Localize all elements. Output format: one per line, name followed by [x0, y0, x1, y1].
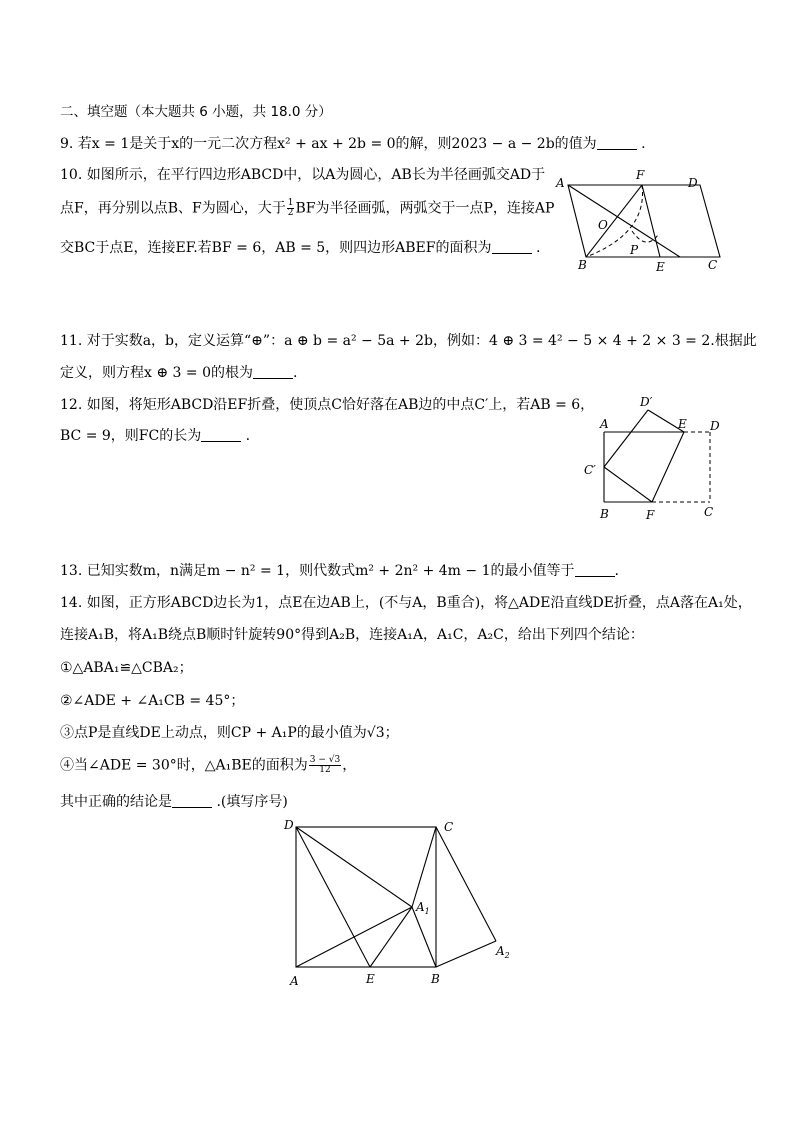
section-heading: 二、填空题（本大题共 6 小题，共 18.0 分）	[60, 104, 332, 120]
line-ca2	[436, 827, 496, 941]
q11-line-2-text: 定义，则方程x ⊕ 3 = 0的根为	[60, 365, 253, 381]
label-a1	[415, 900, 430, 916]
parallelogram-abcd	[568, 185, 720, 257]
q11-line-2	[60, 364, 297, 382]
q14-ask	[60, 793, 288, 811]
q11-end: .	[292, 365, 298, 381]
q14-c4-post: ，	[342, 757, 357, 774]
label-b: B	[600, 507, 609, 521]
fraction-denominator: 12	[319, 765, 331, 775]
label-d-prime: D′	[640, 395, 653, 409]
question-9	[60, 135, 646, 153]
q12-line-2-text: BC = 9，则FC的长为	[60, 428, 202, 444]
answer-blank[interactable]	[201, 427, 241, 442]
label-a2-letter: A	[496, 944, 505, 958]
q14-conclusion-3: ③点P是直线DE上动点，则CP + A₁P的最小值为√3；	[60, 725, 399, 741]
q10-line-1: 10. 如图所示，在平行四边形ABCD中，以A为圆心，AB长为半径画弧交AD于	[60, 167, 546, 183]
q9-end: .	[636, 136, 646, 152]
q13-end: .	[614, 563, 619, 579]
label-a2-subscript: 2	[504, 951, 510, 960]
label-c: C	[444, 820, 454, 834]
line-ba2	[436, 941, 496, 967]
q10-end: .	[531, 240, 541, 256]
label-p: P	[630, 243, 639, 257]
answer-blank[interactable]	[172, 793, 212, 808]
label-a1-subscript: 1	[424, 907, 430, 916]
question-13	[60, 562, 619, 580]
label-f: F	[636, 168, 645, 182]
q10-line-2-post: BF为半径画弧，两弧交于一点P，连接AP	[295, 200, 555, 217]
line-a1c	[412, 827, 436, 907]
q13-text: 13. 已知实数m，n满足m − n² = 1，则代数式m² + 2n² + 4m − 1的最小值等于	[60, 563, 575, 579]
q10-line-2-pre: 点F，再分别以点B、F为圆心，大于	[60, 200, 286, 217]
q10-line-3	[60, 239, 540, 257]
q10-figure	[550, 165, 730, 275]
label-a: A	[556, 176, 565, 190]
label-f: F	[646, 508, 655, 522]
fraction-denominator: 2	[287, 208, 294, 218]
label-o: O	[598, 218, 608, 232]
label-a: A	[600, 417, 609, 431]
q14-conclusion-4	[60, 756, 356, 775]
q9-text: 9. 若x = 1是关于x的一元二次方程x² + ax + 2b = 0的解，则2023 − a − 2b的值为	[60, 136, 597, 152]
label-b: B	[578, 258, 587, 272]
fraction-area	[309, 756, 341, 775]
answer-blank[interactable]	[492, 239, 532, 254]
q10-line-3-text: 交BC于点E，连接EF.若BF = 6，AB = 5，则四边形ABEF的面积为	[60, 240, 492, 256]
q12-line-1: 12. 如图，将矩形ABCD沿EF折叠，使顶点C恰好落在AB边的中点C′上，若AB = 6，	[60, 397, 595, 413]
label-d: D	[688, 176, 698, 190]
q14-figure	[280, 815, 520, 995]
answer-blank[interactable]	[575, 562, 615, 577]
label-e: E	[366, 972, 375, 986]
label-c: C	[704, 505, 714, 519]
line-ea1	[370, 907, 412, 967]
q12-end: .	[241, 428, 251, 444]
q14-ask-end: .(填写序号)	[212, 794, 288, 810]
q14-line-1: 14. 如图，正方形ABCD边长为1，点E在边AB上，(不与A，B重合)，将△ADE沿直线DE折叠，点A落在A₁处，	[60, 595, 752, 611]
answer-blank[interactable]	[253, 364, 293, 379]
q14-c4-pre: ④当∠ADE = 30°时，△A₁BE的面积为	[60, 757, 308, 774]
line-a1b	[412, 907, 436, 967]
line-de	[296, 827, 370, 967]
label-e: E	[656, 260, 665, 274]
line-da1	[296, 827, 412, 907]
label-c-prime: C′	[584, 463, 596, 477]
edge-c1d1	[604, 410, 648, 467]
line-aa1	[296, 907, 412, 967]
fraction-half	[287, 199, 295, 218]
q10-line-2	[60, 199, 554, 218]
fraction-numerator: 3 − √3	[309, 755, 341, 765]
q11-line-1: 11. 对于实数a，b，定义运算“⊕”：a ⊕ b = a² − 5a + 2b，例如：4 ⊕ 3 = 4² − 5 × 4 + 2 × 3 = 2.根据此	[60, 333, 757, 349]
label-b: B	[431, 972, 440, 986]
answer-blank[interactable]	[597, 135, 637, 150]
fold-line-ef	[652, 432, 684, 502]
label-a2	[495, 944, 510, 960]
q12-figure	[580, 392, 730, 527]
edge-c1f	[604, 467, 652, 502]
label-d: D	[710, 419, 720, 433]
q12-line-2	[60, 427, 250, 445]
label-e: E	[678, 417, 687, 431]
label-a: A	[290, 974, 299, 988]
label-d: D	[284, 818, 294, 832]
line-fe	[642, 185, 660, 257]
fraction-numerator: 1	[287, 198, 294, 208]
q14-line-2: 连接A₁B，将A₁B绕点B顺时针旋转90°得到A₂B，连接A₁A，A₁C，A₂C，给出下列四个结论：	[60, 627, 644, 643]
q14-conclusion-1: ①△ABA₁≌△CBA₂；	[60, 660, 193, 676]
q14-ask-text: 其中正确的结论是	[60, 794, 172, 810]
label-c: C	[708, 258, 718, 272]
q14-conclusion-2: ②∠ADE + ∠A₁CB = 45°；	[60, 693, 245, 709]
line-ae	[568, 185, 680, 257]
label-a1-letter: A	[416, 900, 425, 914]
